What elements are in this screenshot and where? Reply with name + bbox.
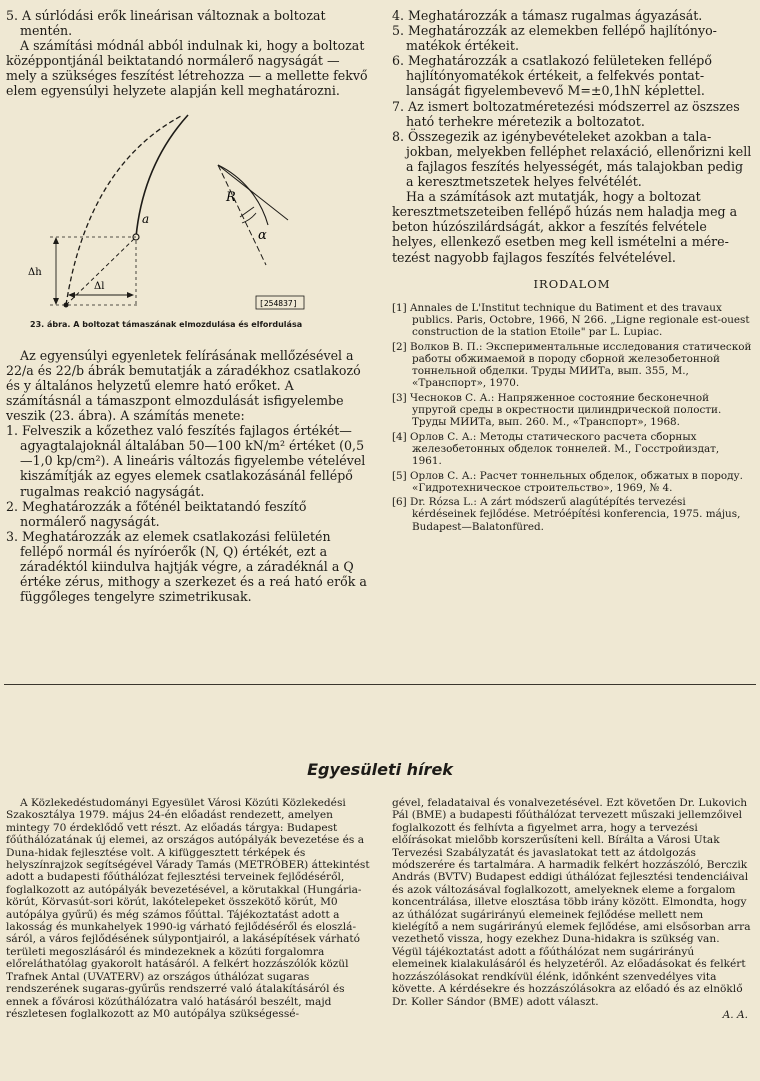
- section-divider: [4, 684, 756, 685]
- news-title: Egyesületi hírek: [307, 760, 453, 779]
- left-column: [6, 8, 372, 604]
- news-right-column: [392, 797, 752, 1021]
- reference-item: [4] Орлов С. А.: Методы статического расчета сборных железобетонных обделок тоннелей. М., Госстройиздат, 1961.: [392, 430, 720, 468]
- paragraph-method: A számítási módnál abból indulnak ki, hogy a boltozat középpontjánál beiktatandó normálerő nagyságát — mely a szükséges feszítést létrehozza — a mellette fekvő elem egyensúlyi helyzete alapján kell meghatározni.: [6, 38, 368, 99]
- news-paragraph: gével, feladataival és vonalvezetésével. Ezt követően Dr. Lukovich Pál (BME) a budapesti főúthálózat tervezett műszaki jellemzőivel foglalkozott és felhívta a figyelmet arra, hogy a tervezési előírásokat mielőbb korszerűsíteni kell. Bírálta a Városi Utak Tervezési Szabályzatát és javaslatokat tett az átdolgozás módszerére és tartalmára. A harmadik felkért hozzászóló, Berczik András (BVTV) Budapest eddigi úthálózat fejlesztési tendenciáival és azok változásával foglalkozott, amelyeknek eleme a forgalom koncentrálása, illetve elosztása több irány között. Elmondta, hogy az úthálózat sugárirányú elemeinek fejlődése mellett nem kielégítő a nem sugárirányú elemek fejlődése, ami elsősorban arra vezethető vissza, hogy ezekhez Duna-hidakra is szükség van. Végül tájékoztatást adott a főúthálózat nem sugárirányú elemeinek kialakulásáról és helyzetéről. Az előadásokat és felkért hozzászólásokat rendkívül élénk, időnként szenvedélyes vita követte. A kérdésekre és hozzászólásokra az előadó és az elnöklő Dr. Koller Sándor (BME) adott választ.: [392, 797, 751, 1008]
- reference-item: [3] Чесноков С. А.: Напряженное состояние бесконечной упругой среды в окрестности цилиндрической полости. Труды МИИТа, вып. 260. М., «Транспорт», 1968.: [392, 391, 722, 429]
- figure-stamp: [254837]: [259, 298, 298, 308]
- label-alpha: α: [258, 227, 267, 243]
- references-list: [392, 302, 752, 533]
- reference-item: [2] Волков В. П.: Экспериментальные исследования статической работы обжимаемой в породу сборной железобетонной тоннельной обделки. Труды МИИТа, вып. 355, М., «Транспорт», 1970.: [392, 340, 752, 390]
- label-a: a: [142, 211, 150, 226]
- step-item: 1. Felveszik a kőzethez való feszítés fajlagos értékét—agyagtalajoknál általában 50—100 kN/m² értéket (0,5—1,0 kp/cm²). A lineáris változás figyelembe vételével kiszámítják az egyes elemek csatlakozásánál fellépő rugalmas reakció nagyságát.: [6, 423, 366, 499]
- news-left-column: [6, 797, 372, 1020]
- label-dh: Δh: [28, 266, 42, 278]
- step-item: 7. Az ismert boltozatméretezési módszerrel az öszszes ható terhekre méretezik a boltozatot.: [392, 98, 740, 129]
- step-item: 3. Meghatározzák az elemek csatlakozási felületén fellépő normál és nyíróerők (N, Q) értékét, ezt a záradéktól kiindulva hajtják végre, a záradéknál a Q értéke zérus, mithogy a szerkezet és a reá ható erők a függőleges tengelyre szimetrikusak.: [6, 528, 367, 605]
- paragraph-equilibrium: Az egyensúlyi egyenletek felírásának mellőzésével a 22/a és 22/b ábrák bemutatják a záradékhoz csatlakozó és y általános helyzetű elemre ható erőket. A számításnál a támaszpont elmozdulását isfigyelembe veszik (23. ábra). A számítás menete:: [6, 347, 361, 424]
- news-paragraph: A Közlekedéstudományi Egyesület Városi Közúti Közlekedési Szakosztálya 1979. május 24-én előadást rendezett, amelyen mintegy 70 érdeklődő vett részt. Az előadás tárgya: Budapest főúthálózatának új elemei, az országos autópályák bevezetése és a Duna-hidak fejlesztése volt. A kifüggesztett térképek és helyszínrajzok segítségével Várady Tamás (METRÓBER) áttekintést adott a budapesti főúthálózat fejlesztési terveinek fejlődéséről, foglalkozott az autópályák bevezetésével, a körutakkal (Hungária-körút, Körvasút-sori körút, lakótelepeket összekötő körút, M0 autópálya gyűrű) és még számos főúttal. Tájékoztatást adott a lakosság és munkahelyek 1990-ig várható fejlődéséről és eloszlásáról, a város fejlődésének súlypontjairól, a lakásépítések várható területi megoszlásáról és mindezeknek a közúti forgalomra előreláthatólag gyakorolt hatásáról. A felkért hozzászólók közül Trafnek Antal (UVATERV) az országos úthálózat sugaras rendszerének sugaras-gyűrűs rendszerré való átalakításáról és ennek a fővárosi közúthálózatra való hatásáról beszélt, majd részletesen foglalkozott az M0 autópálya szükségessé-: [6, 797, 370, 1020]
- news-signature: A. A.: [722, 1008, 748, 1021]
- step-item: 8. Összegezik az igénybevételeket azokban a talajokban, melyekben felléphet relaxáció, ellenőrizni kell a fajlagos feszítés helyességét, más talajokban pedig a keresztmetszetek helyes felvétélét.: [392, 128, 752, 190]
- figure-caption: 23. ábra. A boltozat támaszának elmozdulása és elfordulása: [30, 319, 303, 329]
- intro-item: 5. A súrlódási erők lineárisan változnak a boltozat mentén.: [6, 8, 326, 39]
- label-R: R: [226, 189, 236, 205]
- label-dl: Δl: [94, 280, 105, 292]
- paragraph-closing: Ha a számítások azt mutatják, hogy a boltozat keresztmetszeteiben fellépő húzás nem haladja meg a beton húzószilárdságát, akkor a feszítés felvétele helyes, ellenkező esetben meg kell ismételni a méretezést nagyobb fajlagos feszítés felvételével.: [392, 189, 738, 265]
- reference-item: [6] Dr. Rózsa L.: A zárt módszerű alagútépítés tervezési kérdéseinek fejlődése. Metróépítési konferencia, 1975. május, Budapest—Balatonfüred.: [392, 496, 741, 533]
- support-displacement-diagram: [18, 105, 318, 315]
- right-column: [392, 8, 752, 535]
- references-title: IRODALOM: [533, 276, 611, 291]
- step-item: 2. Meghatározzák a főténél beiktatandó feszítő normálerő nagyságát.: [6, 498, 307, 529]
- step-item: 6. Meghatározzák a csatlakozó felületeken fellépő hajlítónyomatékok értékeit, a felfekvés pontatlanságát figyelembevevő M=±0,1hN képlettel.: [392, 53, 712, 99]
- figure-23: [18, 105, 318, 315]
- reference-item: [5] Орлов С. А.: Расчет тоннельных обделок, обжатых в породу. «Гидротехническое строительство», 1969, № 4.: [392, 469, 743, 494]
- step-item: 4. Meghatározzák a támasz rugalmas ágyazását.: [392, 8, 703, 23]
- reference-item: [1] Annales de L'Institut technique du Batiment et des travaux publics. Paris, Octobre, 1966, N 266. „Ligne regionale est-ouest construction de la station Etoile" par L. Lupiac.: [392, 301, 750, 339]
- step-item: 5. Meghatározzák az elemekben fellépő hajlítónyomatékok értékeit.: [392, 23, 717, 54]
